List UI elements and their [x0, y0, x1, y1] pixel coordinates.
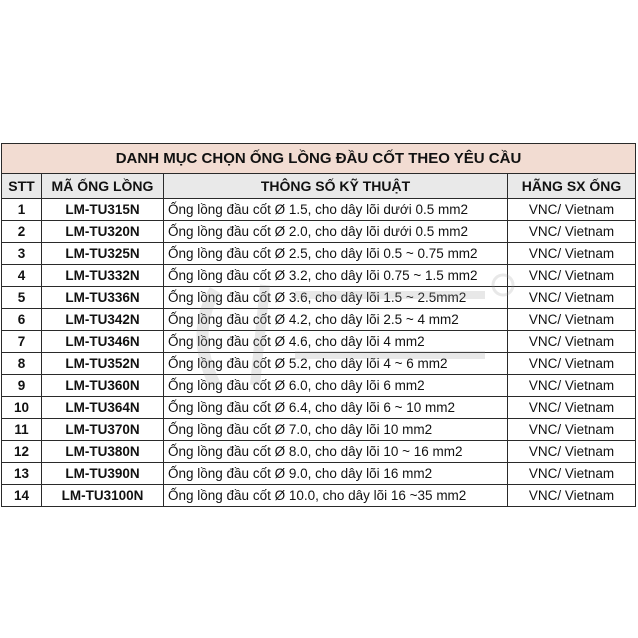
- row-manufacturer: VNC/ Vietnam: [508, 199, 636, 221]
- row-manufacturer: VNC/ Vietnam: [508, 463, 636, 485]
- row-spec: Ống lồng đầu cốt Ø 4.2, cho dây lõi 2.5 ~ 4 mm2: [164, 309, 508, 331]
- row-spec: Ống lồng đầu cốt Ø 7.0, cho dây lõi 10 mm2: [164, 419, 508, 441]
- row-stt: 14: [2, 485, 42, 507]
- row-manufacturer: VNC/ Vietnam: [508, 243, 636, 265]
- row-stt: 2: [2, 221, 42, 243]
- row-manufacturer: VNC/ Vietnam: [508, 331, 636, 353]
- row-stt: 10: [2, 397, 42, 419]
- row-stt: 7: [2, 331, 42, 353]
- row-stt: 12: [2, 441, 42, 463]
- row-stt: 13: [2, 463, 42, 485]
- row-stt: 4: [2, 265, 42, 287]
- row-code: LM-TU336N: [42, 287, 164, 309]
- row-spec: Ống lồng đầu cốt Ø 3.6, cho dây lõi 1.5 ~ 2.5mm2: [164, 287, 508, 309]
- row-stt: 6: [2, 309, 42, 331]
- table-row: [2, 243, 636, 265]
- row-stt: 9: [2, 375, 42, 397]
- table-row: [2, 309, 636, 331]
- row-code: LM-TU342N: [42, 309, 164, 331]
- table-row: [2, 441, 636, 463]
- table-row: [2, 485, 636, 507]
- row-stt: 1: [2, 199, 42, 221]
- row-code: LM-TU346N: [42, 331, 164, 353]
- row-code: LM-TU380N: [42, 441, 164, 463]
- table-row: [2, 287, 636, 309]
- row-code: LM-TU332N: [42, 265, 164, 287]
- row-code: LM-TU352N: [42, 353, 164, 375]
- table-row: [2, 199, 636, 221]
- row-stt: 3: [2, 243, 42, 265]
- row-code: LM-TU370N: [42, 419, 164, 441]
- row-spec: Ống lồng đầu cốt Ø 8.0, cho dây lõi 10 ~ 16 mm2: [164, 441, 508, 463]
- header-manufacturer: HÃNG SX ỐNG: [508, 174, 636, 199]
- spec-table-container: [1, 143, 635, 507]
- row-spec: Ống lồng đầu cốt Ø 1.5, cho dây lõi dưới 0.5 mm2: [164, 199, 508, 221]
- spec-table: [1, 143, 636, 507]
- row-manufacturer: VNC/ Vietnam: [508, 441, 636, 463]
- row-stt: 5: [2, 287, 42, 309]
- row-manufacturer: VNC/ Vietnam: [508, 485, 636, 507]
- row-spec: Ống lồng đầu cốt Ø 2.0, cho dây lõi dưới 0.5 mm2: [164, 221, 508, 243]
- row-manufacturer: VNC/ Vietnam: [508, 309, 636, 331]
- row-manufacturer: VNC/ Vietnam: [508, 265, 636, 287]
- row-manufacturer: VNC/ Vietnam: [508, 353, 636, 375]
- table-title-row: [2, 144, 636, 174]
- row-manufacturer: VNC/ Vietnam: [508, 397, 636, 419]
- row-spec: Ống lồng đầu cốt Ø 4.6, cho dây lõi 4 mm2: [164, 331, 508, 353]
- row-manufacturer: VNC/ Vietnam: [508, 221, 636, 243]
- header-code: MÃ ỐNG LỒNG: [42, 174, 164, 199]
- table-row: [2, 463, 636, 485]
- row-code: LM-TU315N: [42, 199, 164, 221]
- table-header-row: [2, 174, 636, 199]
- row-spec: Ống lồng đầu cốt Ø 10.0, cho dây lõi 16 ~35 mm2: [164, 485, 508, 507]
- row-spec: Ống lồng đầu cốt Ø 9.0, cho dây lõi 16 mm2: [164, 463, 508, 485]
- row-code: LM-TU325N: [42, 243, 164, 265]
- table-row: [2, 375, 636, 397]
- row-spec: Ống lồng đầu cốt Ø 3.2, cho dây lõi 0.75 ~ 1.5 mm2: [164, 265, 508, 287]
- row-code: LM-TU360N: [42, 375, 164, 397]
- row-spec: Ống lồng đầu cốt Ø 6.0, cho dây lõi 6 mm2: [164, 375, 508, 397]
- table-title: DANH MỤC CHỌN ỐNG LỒNG ĐẦU CỐT THEO YÊU CẦU: [2, 144, 636, 174]
- row-manufacturer: VNC/ Vietnam: [508, 287, 636, 309]
- row-code: LM-TU364N: [42, 397, 164, 419]
- table-row: [2, 221, 636, 243]
- header-stt: STT: [2, 174, 42, 199]
- header-spec: THÔNG SỐ KỸ THUẬT: [164, 174, 508, 199]
- table-row: [2, 331, 636, 353]
- row-code: LM-TU390N: [42, 463, 164, 485]
- row-stt: 11: [2, 419, 42, 441]
- row-spec: Ống lồng đầu cốt Ø 2.5, cho dây lõi 0.5 ~ 0.75 mm2: [164, 243, 508, 265]
- table-row: [2, 397, 636, 419]
- row-code: LM-TU3100N: [42, 485, 164, 507]
- row-spec: Ống lồng đầu cốt Ø 5.2, cho dây lõi 4 ~ 6 mm2: [164, 353, 508, 375]
- row-manufacturer: VNC/ Vietnam: [508, 375, 636, 397]
- row-stt: 8: [2, 353, 42, 375]
- table-row: [2, 353, 636, 375]
- table-row: [2, 265, 636, 287]
- table-row: [2, 419, 636, 441]
- row-code: LM-TU320N: [42, 221, 164, 243]
- row-spec: Ống lồng đầu cốt Ø 6.4, cho dây lõi 6 ~ 10 mm2: [164, 397, 508, 419]
- row-manufacturer: VNC/ Vietnam: [508, 419, 636, 441]
